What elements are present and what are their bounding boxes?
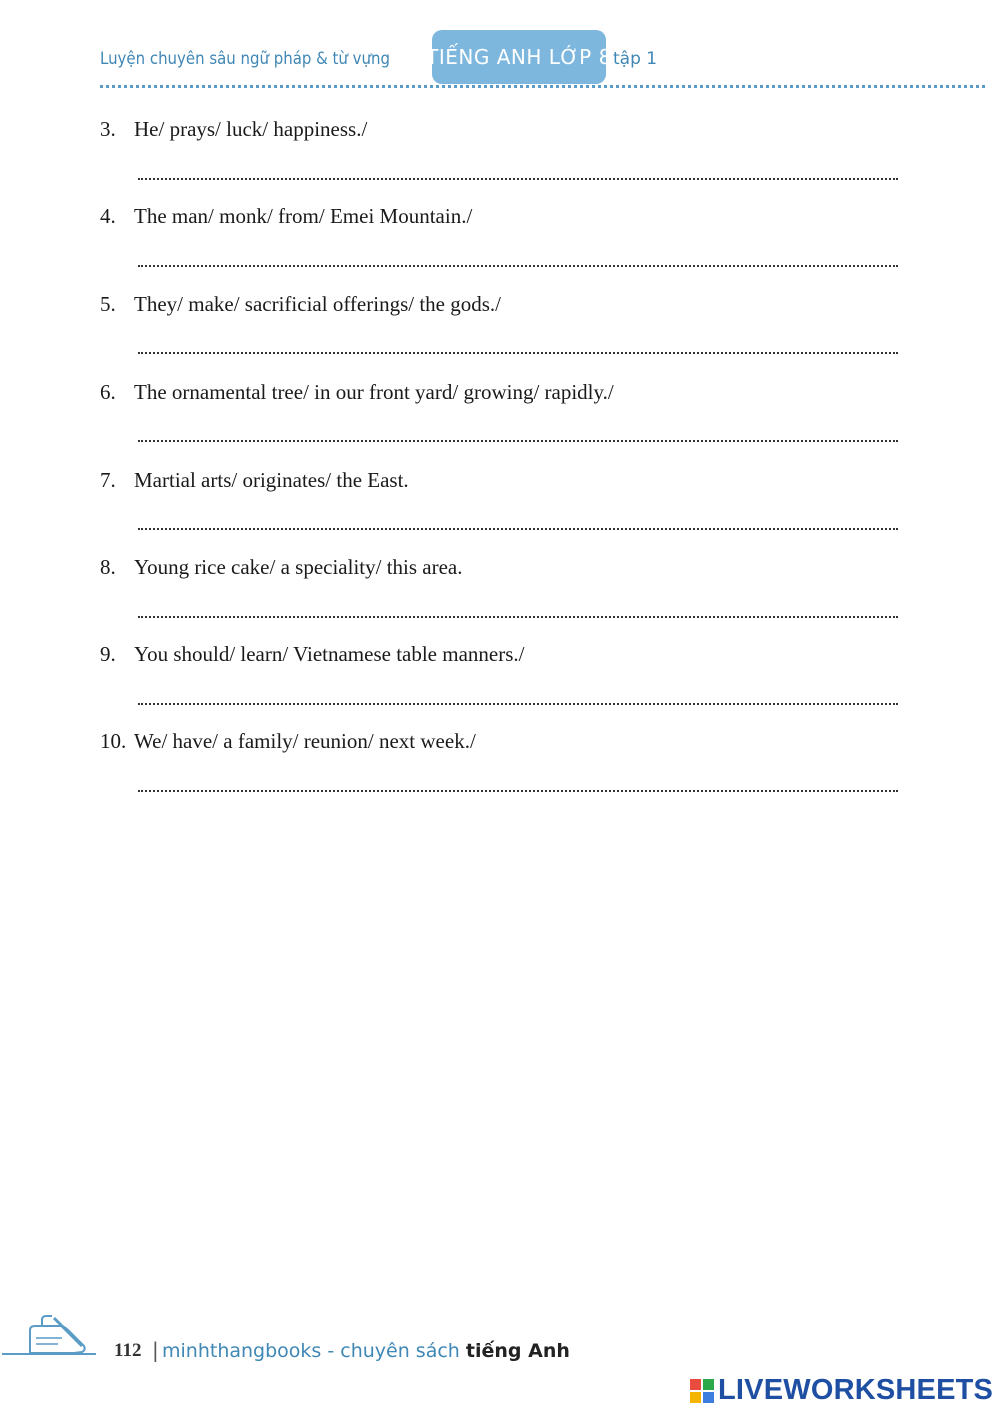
volume-label: tập 1 [613,49,658,69]
exercise-number: 6. [100,380,116,404]
footer-brand-bold: tiếng Anh [465,1340,570,1362]
exercise-8 [100,555,900,580]
liveworksheets-logo-icon [690,1379,714,1403]
exercise-10 [100,729,900,754]
footer-brand-text: minhthangbooks - chuyên sách [162,1340,460,1362]
answer-line-8[interactable] [138,616,898,618]
exercise-number: 8. [100,555,116,579]
exercise-4 [100,204,900,229]
exercise-prompt: Martial arts/ originates/ the East. [134,468,409,492]
answer-line-5[interactable] [138,352,898,354]
series-title: Luyện chuyên sâu ngữ pháp & từ vựng [100,49,390,69]
exercise-prompt: The ornamental tree/ in our front yard/ growing/ rapidly./ [134,380,614,404]
answer-line-6[interactable] [138,440,898,442]
exercise-prompt: They/ make/ sacrificial offerings/ the gods./ [134,292,501,316]
page-number: 112 [114,1340,142,1361]
grade-badge-label: TIẾNG ANH LỚP 8 [426,45,612,69]
exercise-prompt: The man/ monk/ from/ Emei Mountain./ [134,204,473,228]
liveworksheets-watermark [690,1374,993,1407]
answer-line-3[interactable] [138,178,898,180]
answer-line-4[interactable] [138,265,898,267]
exercise-9 [100,642,900,667]
answer-line-10[interactable] [138,790,898,792]
exercise-number: 3. [100,117,116,141]
footer-brand [162,1340,570,1362]
exercise-number: 9. [100,642,116,666]
exercise-7 [100,468,900,493]
exercise-3 [100,117,900,142]
exercise-number: 10. [100,729,127,753]
page-footer [0,1310,999,1370]
answer-line-9[interactable] [138,703,898,705]
exercise-number: 5. [100,292,116,316]
footer-separator: | [152,1338,159,1362]
writing-hand-icon [2,1310,98,1368]
watermark-text: LIVEWORKSHEETS [718,1374,994,1406]
answer-line-7[interactable] [138,528,898,530]
exercise-prompt: We/ have/ a family/ reunion/ next week./ [134,729,476,753]
exercise-5 [100,292,900,317]
exercise-number: 7. [100,468,116,492]
exercise-prompt: He/ prays/ luck/ happiness./ [134,117,368,141]
exercise-prompt: You should/ learn/ Vietnamese table manners./ [134,642,525,666]
header-divider [100,85,985,88]
exercise-number: 4. [100,204,116,228]
grade-badge [426,30,612,84]
exercise-prompt: Young rice cake/ a speciality/ this area. [134,555,463,579]
exercise-6 [100,380,900,405]
